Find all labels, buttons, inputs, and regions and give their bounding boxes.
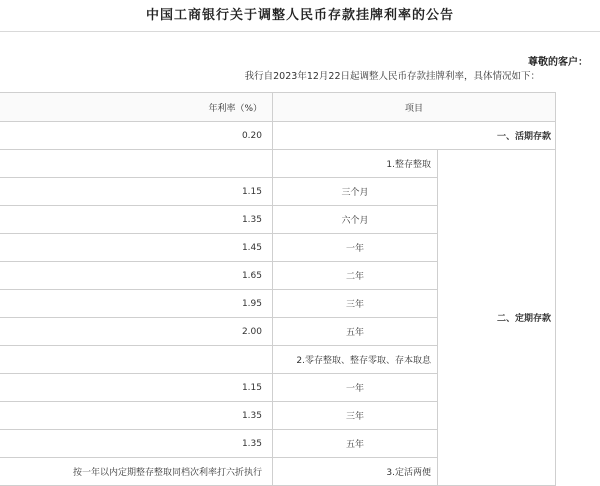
header-item: 项目 <box>273 93 556 122</box>
rate-cell: 1.15 <box>0 374 273 402</box>
table-header-row <box>0 93 556 122</box>
header-rate: 年利率（%） <box>0 93 273 122</box>
rate-cell: 1.95 <box>0 290 273 318</box>
rate-cell: 1.35 <box>0 402 273 430</box>
term-cell: 一年 <box>273 374 438 402</box>
rate-cell: 1.35 <box>0 430 273 458</box>
term-cell: 二年 <box>273 262 438 290</box>
subcategory-label: 3.定活两便 <box>273 458 438 486</box>
rate-cell: 1.45 <box>0 234 273 262</box>
term-cell: 五年 <box>273 430 438 458</box>
table-row <box>0 150 556 178</box>
term-cell: 一年 <box>273 234 438 262</box>
greeting-text: 尊敬的客户： <box>528 57 588 68</box>
table-row <box>0 122 556 150</box>
rate-cell: 1.15 <box>0 178 273 206</box>
rate-cell <box>0 346 273 374</box>
rate-cell: 0.20 <box>0 122 273 150</box>
interest-rate-table <box>0 92 556 486</box>
page-title: 中国工商银行关于调整人民币存款挂牌利率的公告 <box>145 8 454 23</box>
term-cell: 三年 <box>273 290 438 318</box>
title-divider <box>0 31 600 32</box>
rate-cell <box>0 150 273 178</box>
term-cell: 五年 <box>273 318 438 346</box>
term-cell: 三个月 <box>273 178 438 206</box>
category-label: 二、定期存款 <box>438 150 556 486</box>
subcategory-label: 1.整存整取 <box>273 150 438 178</box>
term-cell: 六个月 <box>273 206 438 234</box>
rate-cell: 1.35 <box>0 206 273 234</box>
subcategory-label: 2.零存整取、整存零取、存本取息 <box>273 346 438 374</box>
rate-cell: 1.65 <box>0 262 273 290</box>
rate-cell: 2.00 <box>0 318 273 346</box>
rate-cell: 按一年以内定期整存整取同档次利率打六折执行 <box>0 458 273 486</box>
term-cell: 三年 <box>273 402 438 430</box>
category-label: 一、活期存款 <box>273 122 556 150</box>
intro-text: 我行自2023年12月22日起调整人民币存款挂牌利率，具体情况如下： <box>244 71 540 82</box>
